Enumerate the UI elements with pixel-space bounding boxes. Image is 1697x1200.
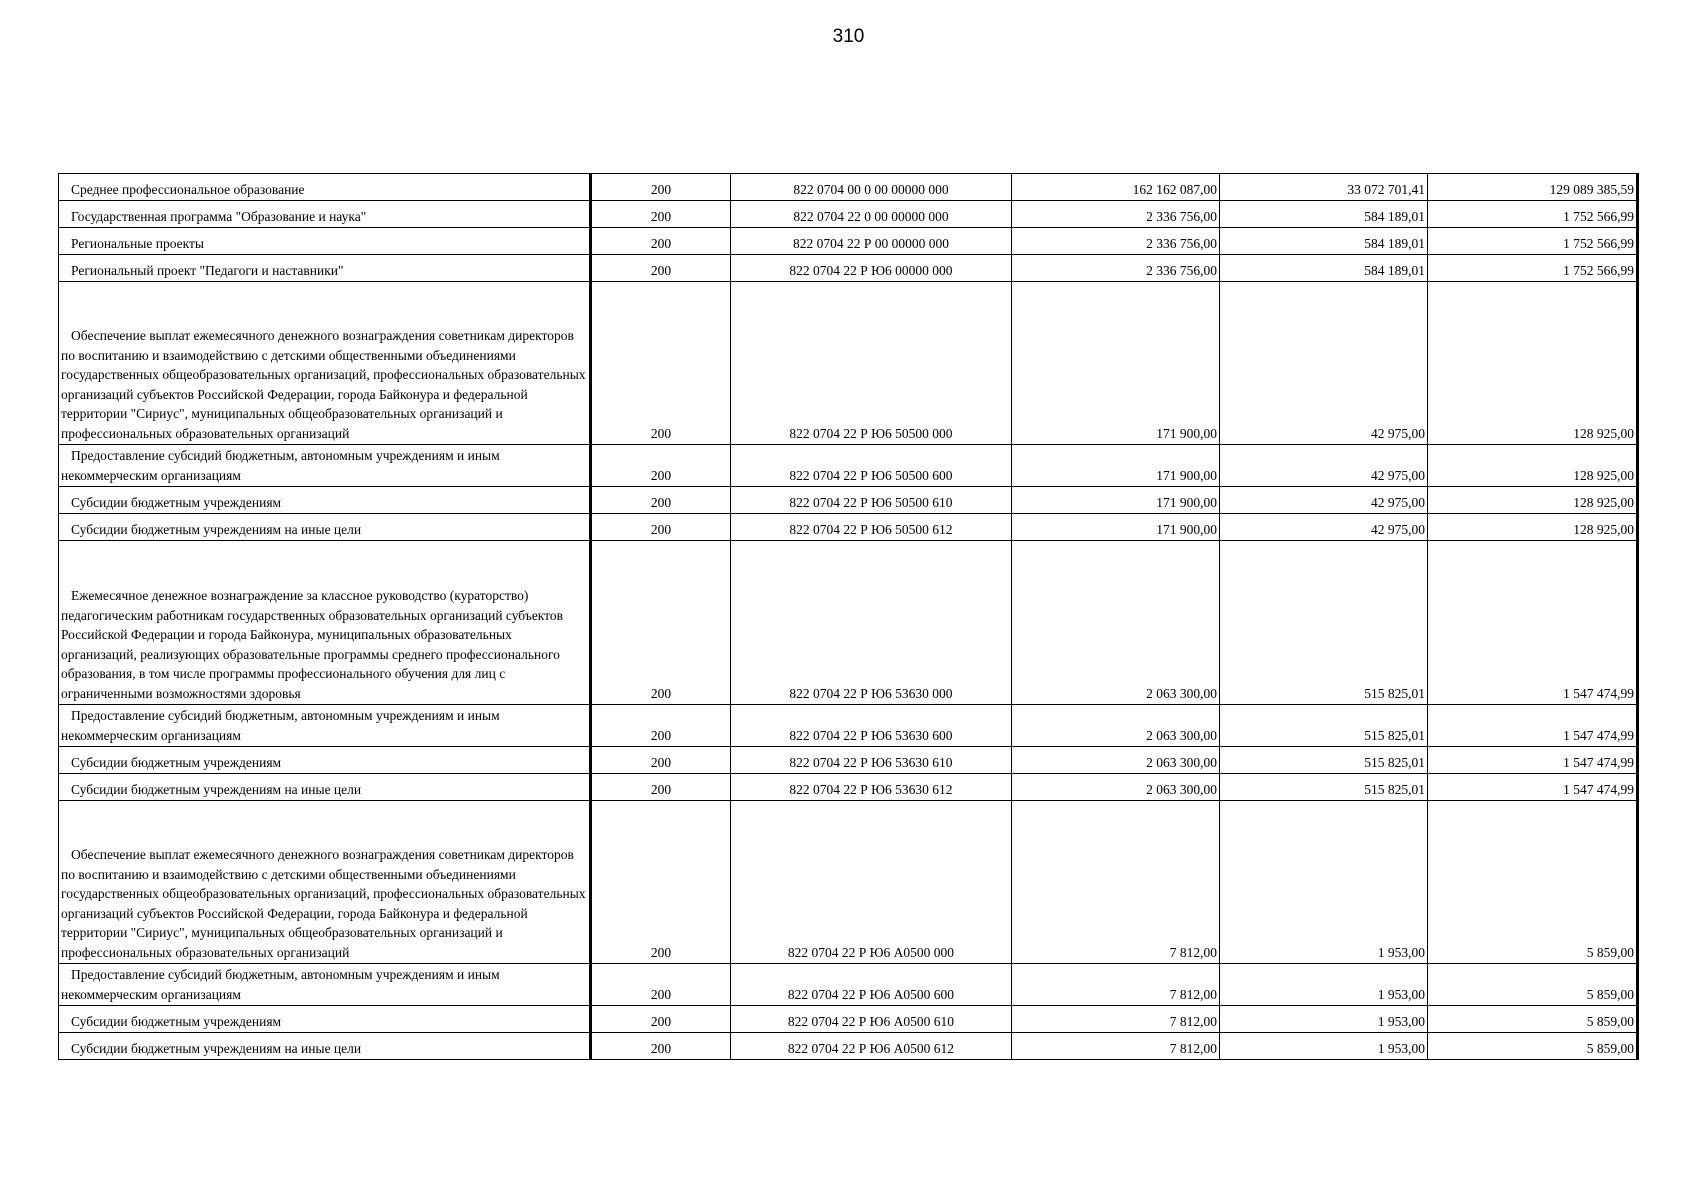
table-row: [59, 774, 1638, 801]
budget-code-cell: 822 0704 22 Р Ю6 53630 000: [731, 541, 1012, 705]
table-row: [59, 514, 1638, 541]
approved-amount-cell: 2 063 300,00: [1012, 774, 1220, 801]
approved-amount-cell: 171 900,00: [1012, 282, 1220, 445]
executed-amount-cell: 1 953,00: [1220, 801, 1428, 964]
line-code-cell: 200: [591, 1006, 731, 1033]
approved-amount-cell: 2 063 300,00: [1012, 541, 1220, 705]
remaining-amount-cell: 5 859,00: [1428, 801, 1638, 964]
remaining-amount-cell: 5 859,00: [1428, 964, 1638, 1006]
line-code-cell: 200: [591, 1033, 731, 1060]
line-code-cell: 200: [591, 964, 731, 1006]
row-name-cell: Обеспечение выплат ежемесячного денежного вознаграждения советникам директоров по воспитанию и взаимодействию с детскими общественными объединениями государственных общеобразовательных организаций, профессиональных образовательных организаций субъектов Российской Федерации, города Байконура и федеральной территории "Сириус", муниципальных общеобразовательных организаций и профессиональных образовательных организаций: [59, 282, 591, 445]
remaining-amount-cell: 1 547 474,99: [1428, 541, 1638, 705]
row-name-cell: Субсидии бюджетным учреждениям на иные цели: [59, 514, 591, 541]
executed-amount-cell: 1 953,00: [1220, 1006, 1428, 1033]
line-code-cell: 200: [591, 705, 731, 747]
row-name-cell: Субсидии бюджетным учреждениям на иные цели: [59, 1033, 591, 1060]
executed-amount-cell: 42 975,00: [1220, 514, 1428, 541]
row-name-cell: Субсидии бюджетным учреждениям на иные цели: [59, 774, 591, 801]
budget-code-cell: 822 0704 22 Р Ю6 50500 000: [731, 282, 1012, 445]
row-name-cell: Субсидии бюджетным учреждениям: [59, 1006, 591, 1033]
approved-amount-cell: 2 063 300,00: [1012, 747, 1220, 774]
remaining-amount-cell: 1 752 566,99: [1428, 228, 1638, 255]
table-row: [59, 541, 1638, 705]
executed-amount-cell: 515 825,01: [1220, 774, 1428, 801]
budget-code-cell: 822 0704 22 Р Ю6 53630 600: [731, 705, 1012, 747]
table-row: [59, 445, 1638, 487]
row-name-cell: Ежемесячное денежное вознаграждение за классное руководство (кураторство) педагогическим работникам государственных образовательных организаций субъектов Российской Федерации и города Байконура, муниципальных образовательных организаций, реализующих образовательные программы среднего профессионального образования, в том числе программы профессионального обучения для лиц с ограниченными возможностями здоровья: [59, 541, 591, 705]
executed-amount-cell: 1 953,00: [1220, 964, 1428, 1006]
executed-amount-cell: 1 953,00: [1220, 1033, 1428, 1060]
remaining-amount-cell: 5 859,00: [1428, 1006, 1638, 1033]
executed-amount-cell: 584 189,01: [1220, 228, 1428, 255]
table-row: [59, 174, 1638, 201]
executed-amount-cell: 515 825,01: [1220, 705, 1428, 747]
executed-amount-cell: 33 072 701,41: [1220, 174, 1428, 201]
row-name-cell: Субсидии бюджетным учреждениям: [59, 487, 591, 514]
remaining-amount-cell: 128 925,00: [1428, 445, 1638, 487]
table-row: [59, 1033, 1638, 1060]
remaining-amount-cell: 1 752 566,99: [1428, 255, 1638, 282]
row-name-cell: Региональные проекты: [59, 228, 591, 255]
line-code-cell: 200: [591, 201, 731, 228]
budget-code-cell: 822 0704 22 0 00 00000 000: [731, 201, 1012, 228]
table-row: [59, 747, 1638, 774]
table-row: [59, 282, 1638, 445]
line-code-cell: 200: [591, 487, 731, 514]
budget-code-cell: 822 0704 00 0 00 00000 000: [731, 174, 1012, 201]
table-row: [59, 801, 1638, 964]
table-row: [59, 964, 1638, 1006]
approved-amount-cell: 2 336 756,00: [1012, 228, 1220, 255]
budget-code-cell: 822 0704 22 Р Ю6 А0500 610: [731, 1006, 1012, 1033]
table-row: [59, 705, 1638, 747]
remaining-amount-cell: 128 925,00: [1428, 514, 1638, 541]
remaining-amount-cell: 1 547 474,99: [1428, 774, 1638, 801]
budget-code-cell: 822 0704 22 Р Ю6 50500 600: [731, 445, 1012, 487]
executed-amount-cell: 515 825,01: [1220, 541, 1428, 705]
approved-amount-cell: 2 336 756,00: [1012, 255, 1220, 282]
line-code-cell: 200: [591, 774, 731, 801]
row-name-cell: Предоставление субсидий бюджетным, автономным учреждениям и иным некоммерческим организациям: [59, 964, 591, 1006]
line-code-cell: 200: [591, 228, 731, 255]
budget-code-cell: 822 0704 22 Р Ю6 50500 612: [731, 514, 1012, 541]
remaining-amount-cell: 1 752 566,99: [1428, 201, 1638, 228]
line-code-cell: 200: [591, 445, 731, 487]
remaining-amount-cell: 5 859,00: [1428, 1033, 1638, 1060]
line-code-cell: 200: [591, 174, 731, 201]
executed-amount-cell: 584 189,01: [1220, 201, 1428, 228]
table-row: [59, 228, 1638, 255]
budget-code-cell: 822 0704 22 Р Ю6 53630 612: [731, 774, 1012, 801]
row-name-cell: Среднее профессиональное образование: [59, 174, 591, 201]
line-code-cell: 200: [591, 541, 731, 705]
remaining-amount-cell: 1 547 474,99: [1428, 747, 1638, 774]
row-name-cell: Региональный проект "Педагоги и наставники": [59, 255, 591, 282]
approved-amount-cell: 171 900,00: [1012, 445, 1220, 487]
executed-amount-cell: 584 189,01: [1220, 255, 1428, 282]
page-number: 310: [832, 26, 865, 47]
line-code-cell: 200: [591, 747, 731, 774]
table-row: [59, 201, 1638, 228]
executed-amount-cell: 515 825,01: [1220, 747, 1428, 774]
row-name-cell: Государственная программа "Образование и наука": [59, 201, 591, 228]
budget-code-cell: 822 0704 22 Р 00 00000 000: [731, 228, 1012, 255]
executed-amount-cell: 42 975,00: [1220, 445, 1428, 487]
budget-table: [58, 173, 1639, 1060]
row-name-cell: Обеспечение выплат ежемесячного денежного вознаграждения советникам директоров по воспитанию и взаимодействию с детскими общественными объединениями государственных общеобразовательных организаций, профессиональных образовательных организаций субъектов Российской Федерации, города Байконура и федеральной территории "Сириус", муниципальных общеобразовательных организаций и профессиональных образовательных организаций: [59, 801, 591, 964]
table-row: [59, 487, 1638, 514]
table-row: [59, 1006, 1638, 1033]
approved-amount-cell: 7 812,00: [1012, 1006, 1220, 1033]
table-row: [59, 255, 1638, 282]
remaining-amount-cell: 128 925,00: [1428, 487, 1638, 514]
line-code-cell: 200: [591, 282, 731, 445]
approved-amount-cell: 2 336 756,00: [1012, 201, 1220, 228]
budget-code-cell: 822 0704 22 Р Ю6 53630 610: [731, 747, 1012, 774]
remaining-amount-cell: 129 089 385,59: [1428, 174, 1638, 201]
budget-code-cell: 822 0704 22 Р Ю6 А0500 600: [731, 964, 1012, 1006]
line-code-cell: 200: [591, 255, 731, 282]
executed-amount-cell: 42 975,00: [1220, 487, 1428, 514]
row-name-cell: Субсидии бюджетным учреждениям: [59, 747, 591, 774]
approved-amount-cell: 171 900,00: [1012, 487, 1220, 514]
approved-amount-cell: 7 812,00: [1012, 1033, 1220, 1060]
approved-amount-cell: 7 812,00: [1012, 801, 1220, 964]
budget-code-cell: 822 0704 22 Р Ю6 А0500 612: [731, 1033, 1012, 1060]
budget-code-cell: 822 0704 22 Р Ю6 00000 000: [731, 255, 1012, 282]
line-code-cell: 200: [591, 801, 731, 964]
budget-code-cell: 822 0704 22 Р Ю6 50500 610: [731, 487, 1012, 514]
budget-code-cell: 822 0704 22 Р Ю6 А0500 000: [731, 801, 1012, 964]
row-name-cell: Предоставление субсидий бюджетным, автономным учреждениям и иным некоммерческим организациям: [59, 445, 591, 487]
approved-amount-cell: 2 063 300,00: [1012, 705, 1220, 747]
approved-amount-cell: 162 162 087,00: [1012, 174, 1220, 201]
approved-amount-cell: 171 900,00: [1012, 514, 1220, 541]
executed-amount-cell: 42 975,00: [1220, 282, 1428, 445]
remaining-amount-cell: 1 547 474,99: [1428, 705, 1638, 747]
line-code-cell: 200: [591, 514, 731, 541]
row-name-cell: Предоставление субсидий бюджетным, автономным учреждениям и иным некоммерческим организациям: [59, 705, 591, 747]
remaining-amount-cell: 128 925,00: [1428, 282, 1638, 445]
approved-amount-cell: 7 812,00: [1012, 964, 1220, 1006]
